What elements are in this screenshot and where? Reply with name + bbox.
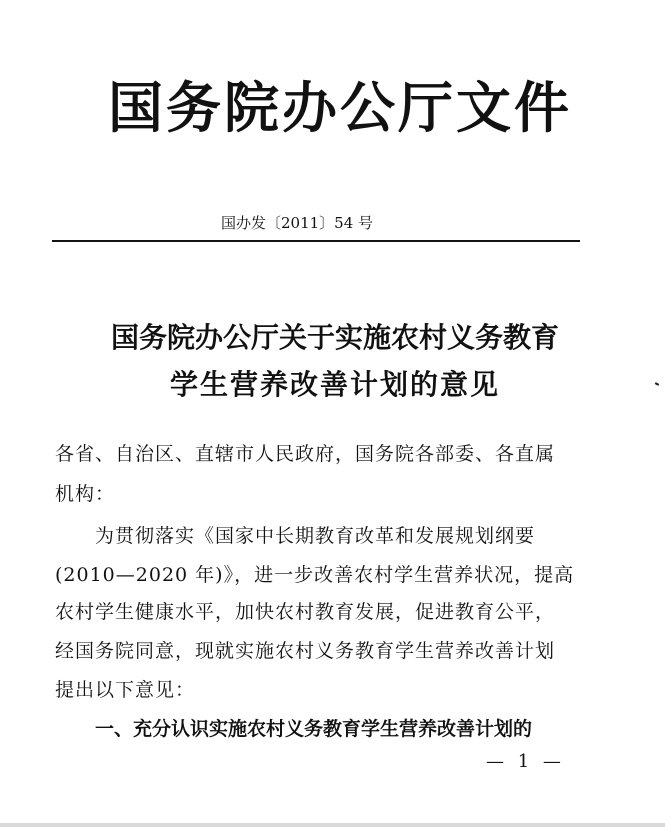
header-rule [52, 240, 580, 242]
body-line: 经国务院同意，现就实施农村义务教育学生营养改善计划 [55, 640, 556, 662]
addressee-line-2: 机构： [55, 483, 116, 505]
document-title-line-1: 国务院办公厅关于实施农村义务教育 [110, 321, 559, 354]
page-number: — 1 — [486, 751, 565, 772]
body-line: (2010—2020 年)》，进一步改善农村学生营养状况，提高 [55, 564, 575, 586]
issuer-header: 国务院办公厅文件 [108, 75, 573, 140]
document-title-line-2: 学生营养改善计划的意见 [169, 368, 500, 401]
body-line: 提出以下意见： [55, 679, 196, 701]
addressee-line-1: 各省、自治区、直辖市人民政府，国务院各部委、各直属 [55, 443, 556, 465]
body-line: 农村学生健康水平，加快农村教育发展，促进教育公平， [55, 601, 556, 623]
document-number: 国办发〔2011〕54 号 [221, 214, 374, 232]
scan-speck [655, 382, 659, 386]
section-heading: 一、充分认识实施农村义务教育学生营养改善计划的 [95, 718, 533, 740]
page-bottom-edge [0, 823, 665, 827]
body-line: 为贯彻落实《国家中长期教育改革和发展规划纲要 [55, 525, 536, 547]
